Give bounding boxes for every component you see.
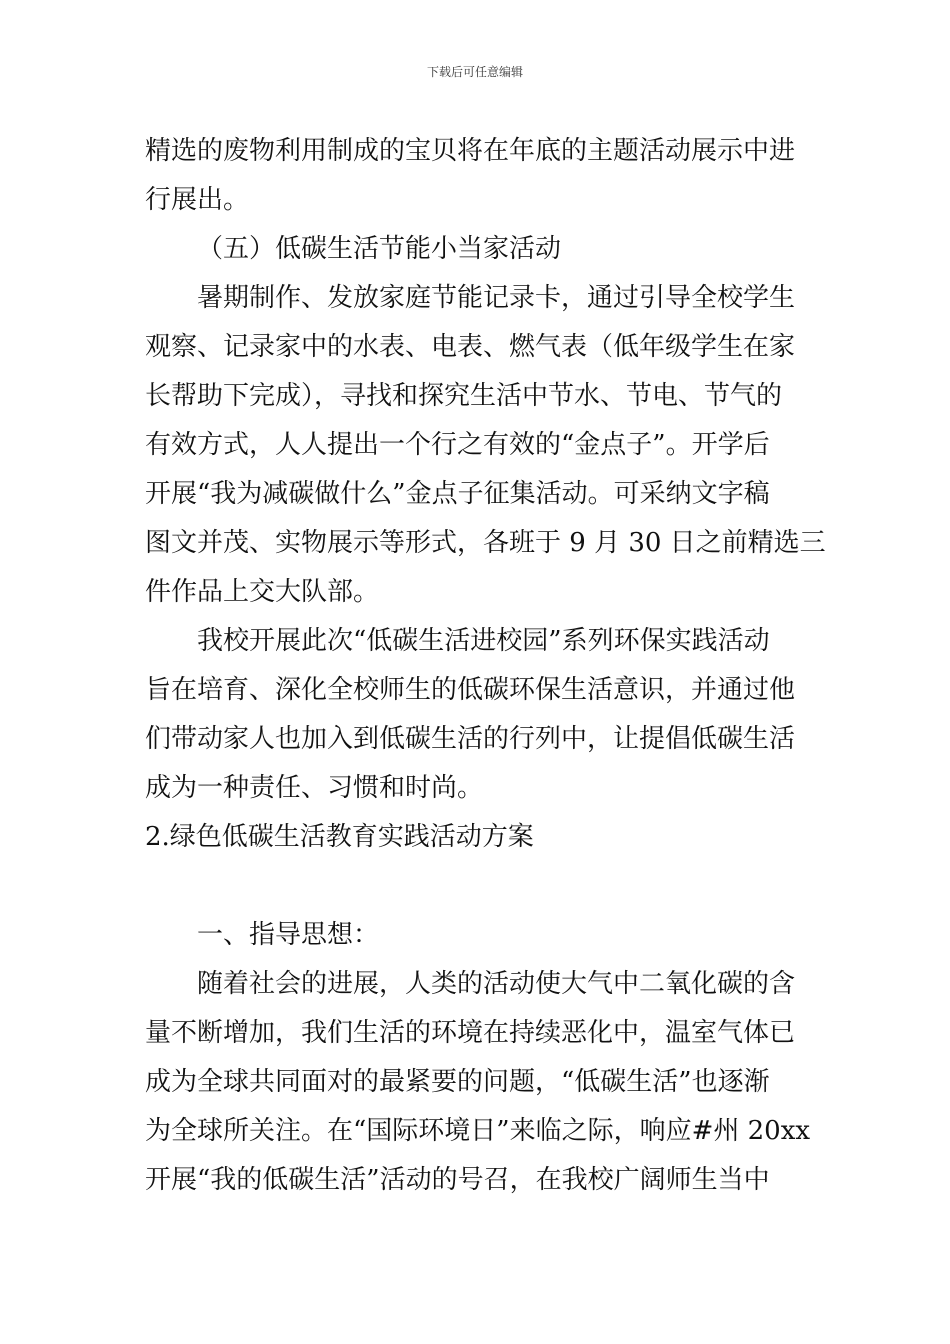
text-line: 为全球所关注。在“国际环境日”来临之际，响应#州 20xx bbox=[145, 1116, 811, 1146]
text-line: 暑期制作、发放家庭节能记录卡，通过引导全校学生 bbox=[197, 283, 796, 313]
page-header-note: 下载后可任意编辑 bbox=[426, 65, 523, 79]
blank-line bbox=[145, 862, 807, 911]
section-title: 2.绿色低碳生活教育实践活动方案 bbox=[145, 822, 534, 852]
text-line: 有效方式，人人提出一个行之有效的“金点子”。开学后 bbox=[145, 430, 770, 460]
text-line: 成为全球共同面对的最紧要的问题，“低碳生活”也逐渐 bbox=[145, 1067, 770, 1097]
text-line: 行展出。 bbox=[145, 185, 250, 215]
text-line: 我校开展此次“低碳生活进校园”系列环保实践活动 bbox=[197, 626, 770, 656]
text-line: 开展“我为减碳做什么”金点子征集活动。可采纳文字稿 bbox=[145, 479, 770, 509]
text-line: 件作品上交大队部。 bbox=[145, 577, 380, 607]
subsection-heading: （五）低碳生活节能小当家活动 bbox=[197, 234, 562, 264]
text-line: 们带动家人也加入到低碳生活的行列中，让提倡低碳生活 bbox=[145, 724, 796, 754]
text-line: 随着社会的进展，人类的活动使大气中二氧化碳的含 bbox=[197, 969, 796, 999]
document-body bbox=[145, 127, 826, 1205]
text-line: 旨在培育、深化全校师生的低碳环保生活意识，并通过他 bbox=[145, 675, 796, 705]
text-line: 量不断增加，我们生活的环境在持续恶化中，温室气体已 bbox=[145, 1018, 796, 1048]
section-heading: 一、指导思想： bbox=[197, 920, 380, 950]
text-line: 图文并茂、实物展示等形式，各班于 9 月 30 日之前精选三 bbox=[145, 528, 826, 558]
text-line: 精选的废物利用制成的宝贝将在年底的主题活动展示中进 bbox=[145, 136, 796, 166]
text-line: 长帮助下完成），寻找和探究生活中节水、节电、节气的 bbox=[145, 381, 783, 411]
text-line: 观察、记录家中的水表、电表、燃气表（低年级学生在家 bbox=[145, 332, 796, 362]
text-line: 开展“我的低碳生活”活动的号召，在我校广阔师生当中 bbox=[145, 1165, 770, 1195]
text-line: 成为一种责任、习惯和时尚。 bbox=[145, 773, 484, 803]
